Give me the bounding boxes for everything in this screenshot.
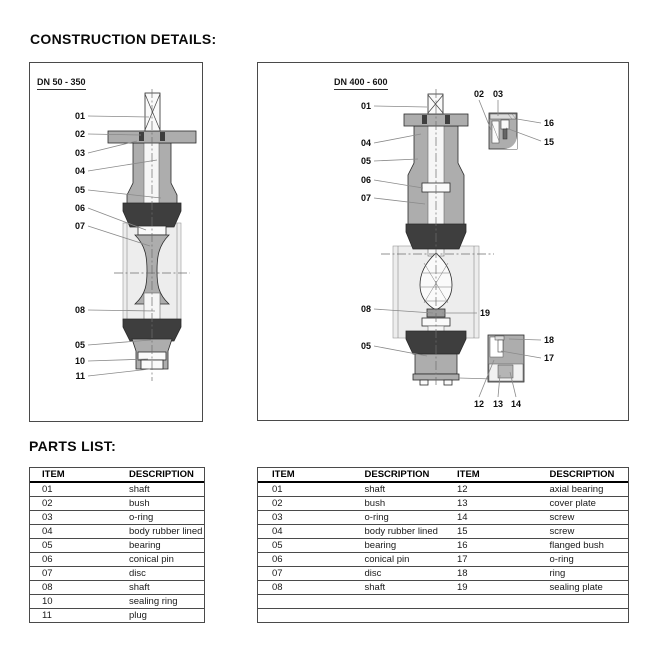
table-row	[258, 539, 628, 553]
column-header: DESCRIPTION	[117, 468, 204, 482]
table-cell: 01	[30, 482, 117, 497]
valve-cross-section-dn400-600	[258, 63, 628, 420]
part-callout-13: 13	[492, 399, 504, 409]
part-callout-02: 02	[74, 129, 85, 139]
part-callout-05: 05	[74, 340, 85, 350]
bush-right	[160, 132, 165, 141]
part-callout-05: 05	[360, 156, 371, 166]
table-cell: conical pin	[117, 553, 204, 567]
table-cell: 02	[258, 497, 351, 511]
table-cell: 07	[30, 567, 117, 581]
table-header-row	[258, 468, 628, 482]
part-callout-15: 15	[544, 137, 555, 147]
table-cell: 08	[30, 581, 117, 595]
part-callout-02: 02	[473, 89, 485, 99]
table-cell: 13	[443, 497, 536, 511]
column-header: ITEM	[30, 468, 117, 482]
table-cell: shaft	[351, 581, 444, 595]
table-row	[30, 609, 204, 622]
bush-left	[139, 132, 144, 141]
table-row	[30, 497, 204, 511]
leader-line-16	[517, 119, 541, 123]
table-cell: bush	[351, 497, 444, 511]
table-header-row	[30, 468, 204, 482]
part-callout-05: 05	[360, 341, 371, 351]
table-cell: 07	[258, 567, 351, 581]
table-row	[258, 567, 628, 581]
ring-section	[495, 336, 504, 340]
column-header: ITEM	[258, 468, 351, 482]
table-cell: 08	[258, 581, 351, 595]
parts-table-dn400-600	[257, 467, 629, 623]
table-cell: sealing ring	[117, 595, 204, 609]
table-row	[258, 609, 628, 622]
part-callout-19: 19	[480, 308, 491, 318]
column-header: ITEM	[443, 468, 536, 482]
table-row	[258, 525, 628, 539]
part-callout-03: 03	[492, 89, 504, 99]
table-cell: o-ring	[351, 511, 444, 525]
part-callout-16: 16	[544, 118, 555, 128]
table-row	[258, 581, 628, 595]
table-cell: o-ring	[117, 511, 204, 525]
parts-table-dn50-350	[29, 467, 205, 623]
table-cell: body rubber lined	[351, 525, 444, 539]
table-cell: 14	[443, 511, 536, 525]
table-row	[258, 511, 628, 525]
table-cell: 18	[443, 567, 536, 581]
table-row	[30, 511, 204, 525]
table-cell: 11	[42, 610, 52, 622]
part-callout-17: 17	[544, 353, 555, 363]
screw-stem	[503, 129, 507, 139]
part-callout-03: 03	[74, 148, 85, 158]
table-cell: 02	[30, 497, 117, 511]
table-cell: 04	[30, 525, 117, 539]
size-range-label: DN 400 - 600	[334, 77, 388, 90]
leader-line-11	[88, 369, 150, 376]
table-cell	[258, 595, 351, 609]
table-cell: 15	[443, 525, 536, 539]
parts-list-heading: PARTS LIST:	[29, 438, 117, 454]
table-cell	[258, 609, 351, 622]
part-callout-18: 18	[544, 335, 555, 345]
part-callout-08: 08	[360, 304, 371, 314]
table-row	[258, 595, 628, 609]
table-row	[30, 553, 204, 567]
table-cell: cover plate	[536, 497, 629, 511]
table-cell: 01	[258, 482, 351, 497]
table-cell: 05	[30, 539, 117, 553]
construction-details-heading: CONSTRUCTION DETAILS:	[30, 31, 217, 47]
screw-head	[501, 120, 509, 129]
table-row	[30, 595, 204, 609]
base-bolt-right	[444, 380, 452, 385]
table-row	[258, 553, 628, 567]
table-cell: body rubber lined	[117, 525, 204, 539]
table-cell: 12	[443, 482, 536, 497]
size-range-label: DN 50 - 350	[37, 77, 86, 90]
table-cell	[351, 609, 444, 622]
table-cell: 16	[443, 539, 536, 553]
part-callout-01: 01	[360, 101, 371, 111]
table-cell: 19	[443, 581, 536, 595]
table-cell: bush	[117, 497, 204, 511]
detail-view-top	[489, 113, 517, 149]
table-cell: plug	[129, 610, 147, 622]
leader-line-01	[88, 116, 149, 117]
table-cell: bearing	[351, 539, 444, 553]
table-cell: 17	[443, 553, 536, 567]
table-cell: 04	[258, 525, 351, 539]
leader-line-01	[374, 106, 427, 107]
table-cell: screw	[536, 525, 629, 539]
table-cell: ring	[536, 567, 629, 581]
table-row	[30, 525, 204, 539]
diagram-dn50-350	[29, 62, 203, 422]
table-cell: bearing	[117, 539, 204, 553]
table-row	[30, 539, 204, 553]
part-callout-07: 07	[74, 221, 85, 231]
table-cell: o-ring	[536, 553, 629, 567]
base-bolt-left	[420, 380, 428, 385]
part-callout-04: 04	[360, 138, 371, 148]
part-callout-14: 14	[510, 399, 522, 409]
part-callout-06: 06	[74, 203, 85, 213]
table-row	[258, 482, 628, 497]
part-callout-04: 04	[74, 166, 85, 176]
table-cell: 10	[30, 595, 117, 609]
table-cell: disc	[351, 567, 444, 581]
table-cell: conical pin	[351, 553, 444, 567]
table-row	[30, 581, 204, 595]
table-cell	[351, 595, 444, 609]
part-callout-08: 08	[74, 305, 85, 315]
part-callout-10: 10	[74, 356, 85, 366]
table-cell: screw	[536, 511, 629, 525]
diagram-dn400-600	[257, 62, 629, 421]
leader-line-05	[374, 159, 418, 161]
table-row	[30, 482, 204, 497]
table-cell: 06	[30, 553, 117, 567]
valve-cross-section-dn50-350	[30, 63, 202, 421]
part-callout-05: 05	[74, 185, 85, 195]
screw-section	[498, 340, 503, 352]
part-callout-12: 12	[473, 399, 485, 409]
table-cell: 06	[258, 553, 351, 567]
table-cell: 03	[258, 511, 351, 525]
table-cell: shaft	[117, 581, 204, 595]
table-cell: shaft	[351, 482, 444, 497]
table-cell	[536, 609, 629, 622]
table-row	[30, 567, 204, 581]
part-callout-01: 01	[74, 111, 85, 121]
bush-left	[422, 115, 427, 124]
part-callout-06: 06	[360, 175, 371, 185]
table-cell: axial bearing	[536, 482, 629, 497]
table-row	[258, 497, 628, 511]
table-cell	[443, 609, 536, 622]
table-cell: 03	[30, 511, 117, 525]
table-cell: flanged bush	[536, 539, 629, 553]
column-header: DESCRIPTION	[351, 468, 444, 482]
table-cell	[443, 595, 536, 609]
column-header: DESCRIPTION	[536, 468, 629, 482]
detail-view-bottom	[488, 335, 524, 382]
bush-right	[445, 115, 450, 124]
table-cell: 05	[258, 539, 351, 553]
part-callout-11: 11	[75, 371, 85, 381]
table-cell	[536, 595, 629, 609]
table-cell: sealing plate	[536, 581, 629, 595]
part-callout-07: 07	[360, 193, 371, 203]
table-cell: disc	[117, 567, 204, 581]
table-cell: shaft	[117, 482, 204, 497]
